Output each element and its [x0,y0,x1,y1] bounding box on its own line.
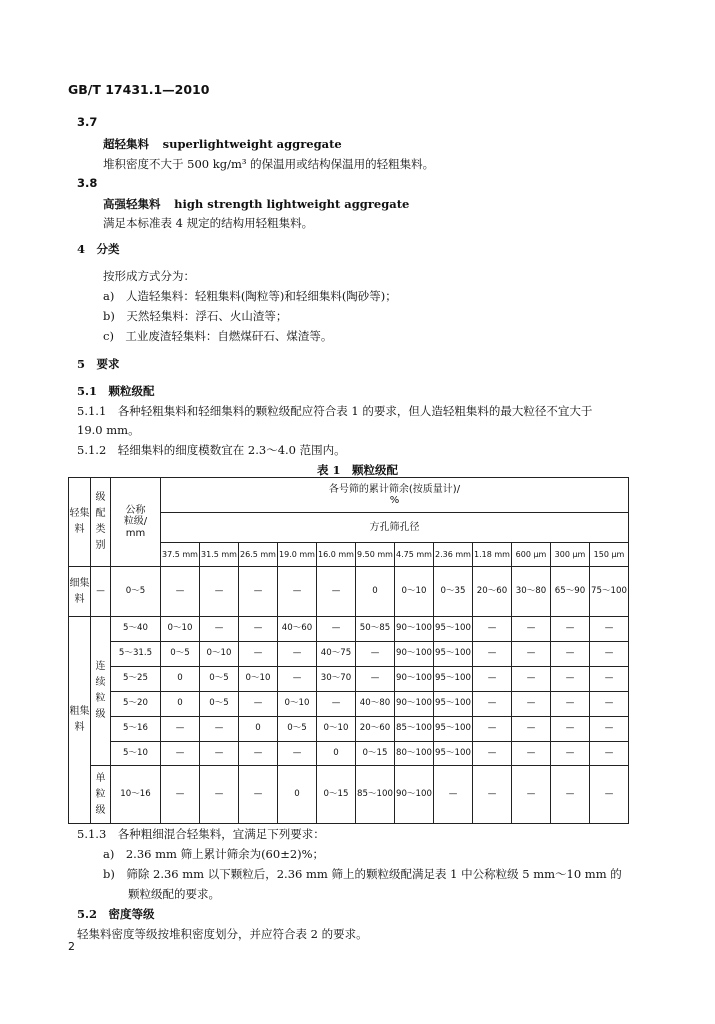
table-row [69,766,629,824]
table-cell: — [551,717,590,742]
term-cn-3-7: 超轻集料 [103,137,149,151]
table-cell: 80～100 [395,742,434,766]
table-cell: — [239,766,278,824]
table-cell: — [473,617,512,642]
table-cell: 0～10 [278,692,317,717]
table-cell: — [317,617,356,642]
table-cell: 95～100 [434,692,473,717]
nominal-size: 5～40 [111,617,161,642]
classification-item-c: c) 工业废渣轻集料：自燃煤矸石、煤渣等。 [103,329,333,343]
table-cell: — [239,617,278,642]
table-cell: — [356,667,395,692]
table-cell: — [590,617,629,642]
table-cell: — [239,567,278,617]
table-cell: 0 [161,692,200,717]
header-grading-type: 级配类别 [91,478,111,567]
table-cell: 40～75 [317,642,356,667]
table-cell: — [512,667,551,692]
table-cell: — [239,742,278,766]
page-number: 2 [68,940,75,953]
table-cell: — [239,642,278,667]
header-nominal-size [111,478,161,567]
grading-type-single: 单粒级 [91,766,111,824]
clause-5-1-1-line1: 5.1.1 各种轻粗集料和轻细集料的颗粒级配应符合表 1 的要求，但人造轻粗集料的最大粒径不宜大于 [77,404,593,418]
table-cell: 0～10 [395,567,434,617]
table-cell: 95～100 [434,642,473,667]
table-cell: 90～100 [395,642,434,667]
table-cell: 90～100 [395,692,434,717]
table-cell: — [512,766,551,824]
table-cell: — [512,692,551,717]
table-cell: 0～10 [161,617,200,642]
table-cell: 0～15 [317,766,356,824]
table-cell: 0～15 [356,742,395,766]
table-cell: — [512,742,551,766]
table-cell: — [317,692,356,717]
table-cell: 95～100 [434,717,473,742]
table-cell: 0～10 [317,717,356,742]
table-cell: 50～85 [356,617,395,642]
table-cell: — [551,766,590,824]
table-cell: — [161,717,200,742]
category-fine: 细集料 [69,567,91,617]
sieve-size: 31.5 mm [200,543,239,567]
sieve-size: 150 μm [590,543,629,567]
table-cell: 0 [161,667,200,692]
header-residue-line2: % [389,495,400,506]
table-cell: — [473,642,512,667]
clause-5-1-1-line2: 19.0 mm。 [77,423,140,437]
table-cell: 90～100 [395,617,434,642]
table-cell: 90～100 [395,766,434,824]
clause-5-2-text: 轻集料密度等级按堆积密度划分，并应符合表 2 的要求。 [77,927,368,941]
table-cell: 95～100 [434,617,473,642]
section-number-3-7: 3.7 [77,115,98,129]
header-cumulative-residue [161,478,629,513]
table-cell: — [590,692,629,717]
table-cell: — [512,642,551,667]
definition-3-8: 满足本标准表 4 规定的结构用轻粗集料。 [103,216,314,230]
table-cell: — [473,717,512,742]
nominal-size: 5～20 [111,692,161,717]
table-cell: — [434,766,473,824]
table-cell: — [161,567,200,617]
sieve-size: 19.0 mm [278,543,317,567]
sieve-size: 16.0 mm [317,543,356,567]
table-cell: — [551,642,590,667]
table-cell: 75～100 [590,567,629,617]
table-row [69,717,629,742]
table-cell: — [551,742,590,766]
section-heading-5: 5 要求 [77,357,120,371]
table-cell: — [239,692,278,717]
header-category: 轻集料 [69,478,91,567]
table-row [69,667,629,692]
header-residue-line1: 各号筛的累计筛余(按质量计)/ [328,483,461,495]
table-cell: 90～100 [395,667,434,692]
nominal-size: 5～10 [111,742,161,766]
table-row [69,617,629,642]
table-cell: 20～60 [356,717,395,742]
sieve-size: 1.18 mm [473,543,512,567]
term-3-7 [103,136,342,152]
table-cell: — [473,742,512,766]
table-cell: 0～10 [200,642,239,667]
table-cell: 0～10 [239,667,278,692]
sieve-size: 9.50 mm [356,543,395,567]
table-cell: 95～100 [434,667,473,692]
table-1-caption: 表 1 颗粒级配 [316,463,398,477]
clause-5-1-3-item-b-line1: b) 筛除 2.36 mm 以下颗粒后，2.36 mm 筛上的颗粒级配满足表 1 中公称粒级 5 mm～10 mm 的 [103,867,622,881]
table-cell: — [590,642,629,667]
table-cell: — [317,567,356,617]
table-cell: 0～5 [200,667,239,692]
table-cell: 30～80 [512,567,551,617]
table-cell: 0～35 [434,567,473,617]
table-cell: — [200,717,239,742]
standard-code: GB/T 17431.1—2010 [68,82,210,97]
table-cell: — [473,667,512,692]
table-cell: — [590,717,629,742]
term-en-3-7: superlightweight aggregate [162,137,342,151]
clause-5-1-3-item-b-line2: 颗粒级配的要求。 [128,887,220,901]
table-cell: 40～80 [356,692,395,717]
table-cell: — [551,692,590,717]
header-sieve-label: 方孔筛孔径 [161,513,629,543]
clause-5-1-3: 5.1.3 各种粗细混合轻集料，宜满足下列要求： [77,827,325,841]
grading-type-fine: — [91,567,111,617]
table-cell: 40～60 [278,617,317,642]
table-cell: — [590,766,629,824]
clause-5-1-3-item-a: a) 2.36 mm 筛上累计筛余为(60±2)%； [103,847,325,861]
nominal-size: 0～5 [111,567,161,617]
table-cell: — [200,742,239,766]
category-coarse: 粗集料 [69,617,91,824]
table-cell: — [278,742,317,766]
nominal-size: 5～31.5 [111,642,161,667]
table-cell: — [200,766,239,824]
table-cell: 85～100 [356,766,395,824]
classification-item-a: a) 人造轻集料：轻粗集料(陶粒等)和轻细集料(陶砂等)； [103,289,397,303]
clause-5-1-2: 5.1.2 轻细集料的细度模数宜在 2.3～4.0 范围内。 [77,443,346,457]
term-en-3-8: high strength lightweight aggregate [174,197,410,211]
table-cell: 0 [278,766,317,824]
table-cell: 0～5 [278,717,317,742]
header-nominal-line1: 公称 [125,504,146,516]
definition-3-7: 堆积密度不大于 500 kg/m³ 的保温用或结构保温用的轻粗集料。 [103,157,435,171]
table-cell: — [512,717,551,742]
table-cell: — [278,667,317,692]
nominal-size: 10～16 [111,766,161,824]
section-heading-4: 4 分类 [77,242,120,256]
sieve-size: 4.75 mm [395,543,434,567]
sieve-size: 300 μm [551,543,590,567]
table-cell: — [590,667,629,692]
table-cell: 0 [317,742,356,766]
table-row-fine [69,567,629,617]
header-nominal-line2: 粒级/ [123,516,148,528]
sieve-size: 600 μm [512,543,551,567]
table-cell: — [473,766,512,824]
table-row [69,692,629,717]
table-cell: — [356,642,395,667]
table-cell: — [551,617,590,642]
table-1-particle-grading [68,477,629,824]
table-cell: 0 [356,567,395,617]
table-cell: 85～100 [395,717,434,742]
table-row [69,742,629,766]
term-3-8 [103,196,409,212]
table-cell: — [551,667,590,692]
sieve-size: 2.36 mm [434,543,473,567]
table-cell: — [278,567,317,617]
table-cell: — [512,617,551,642]
table-cell: — [161,742,200,766]
table-cell: 95～100 [434,742,473,766]
table-cell: 30～70 [317,667,356,692]
table-cell: 0～5 [161,642,200,667]
section-heading-5-2: 5.2 密度等级 [77,907,155,921]
section-number-3-8: 3.8 [77,176,98,190]
nominal-size: 5～16 [111,717,161,742]
table-cell: — [278,642,317,667]
classification-item-b: b) 天然轻集料：浮石、火山渣等； [103,309,288,323]
table-cell: 65～90 [551,567,590,617]
classification-intro: 按形成方式分为： [103,269,195,283]
nominal-size: 5～25 [111,667,161,692]
table-cell: — [161,766,200,824]
table-cell: — [200,567,239,617]
table-cell: — [590,742,629,766]
table-cell: — [200,617,239,642]
table-cell: 0 [239,717,278,742]
term-cn-3-8: 高强轻集料 [103,197,161,211]
header-nominal-line3: mm [125,527,146,539]
table-row [69,642,629,667]
grading-type-continuous: 连续粒级 [91,617,111,766]
section-heading-5-1: 5.1 颗粒级配 [77,384,155,398]
sieve-size: 26.5 mm [239,543,278,567]
table-cell: 0～5 [200,692,239,717]
table-cell: — [473,692,512,717]
table-cell: 20～60 [473,567,512,617]
sieve-size: 37.5 mm [161,543,200,567]
